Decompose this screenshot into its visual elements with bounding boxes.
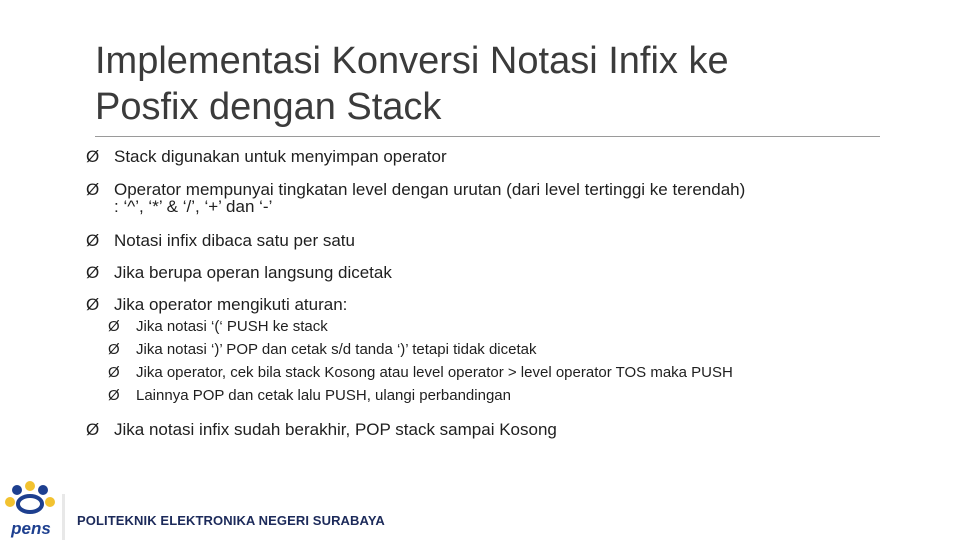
bullet-text: Stack digunakan untuk menyimpan operator xyxy=(114,147,447,166)
bullet-text: Jika operator mengikuti aturan: xyxy=(114,295,348,314)
arrow-bullet-icon: Ø xyxy=(108,318,120,335)
arrow-bullet-icon: Ø xyxy=(108,341,120,358)
title-divider xyxy=(95,136,880,137)
arrow-bullet-icon: Ø xyxy=(86,295,100,314)
bullet-text: Operator mempunyai tingkatan level dengan urutan (dari level tertinggi ke terendah) xyxy=(114,180,746,199)
sub-bullet-text: Jika notasi ‘(‘ PUSH ke stack xyxy=(136,318,328,335)
slide-title xyxy=(95,38,915,130)
footer-institution: POLITEKNIK ELEKTRONIKA NEGERI SURABAYA xyxy=(77,513,385,528)
arrow-bullet-icon: Ø xyxy=(108,364,120,381)
bullet-item xyxy=(86,264,906,282)
arrow-bullet-icon: Ø xyxy=(86,147,100,166)
sub-bullet-item xyxy=(108,387,908,405)
arrow-bullet-icon: Ø xyxy=(86,420,100,439)
bullet-item xyxy=(86,296,906,314)
pens-logo-icon xyxy=(0,478,62,540)
slide-title-line-2: Posfix dengan Stack xyxy=(95,86,442,128)
arrow-bullet-icon: Ø xyxy=(86,180,100,199)
footer-rail xyxy=(62,494,65,540)
arrow-bullet-icon: Ø xyxy=(108,387,120,404)
sub-bullet-item xyxy=(108,318,908,336)
bullet-text: Notasi infix dibaca satu per satu xyxy=(114,231,355,250)
arrow-bullet-icon: Ø xyxy=(86,231,100,250)
sub-bullet-item xyxy=(108,364,908,382)
pens-logo-text: pens xyxy=(11,519,51,538)
sub-bullet-text: Jika notasi ‘)’ POP dan cetak s/d tanda ‘)’ tetapi tidak dicetak xyxy=(136,341,537,358)
arrow-bullet-icon: Ø xyxy=(86,263,100,282)
sub-bullet-text: Lainnya POP dan cetak lalu PUSH, ulangi perbandingan xyxy=(136,387,511,404)
sub-bullet-item xyxy=(108,341,908,359)
sub-bullet-text: Jika operator, cek bila stack Kosong atau level operator > level operator TOS maka PUSH xyxy=(136,364,733,381)
pens-logo-graphic xyxy=(0,478,62,540)
bullet-text: Jika berupa operan langsung dicetak xyxy=(114,263,392,282)
bullet-item-final xyxy=(86,421,906,439)
bullet-item xyxy=(86,232,906,250)
bullet-continuation: : ‘^’, ‘*’ & ‘/’, ‘+’ dan ‘-’ xyxy=(114,197,273,216)
bullet-item xyxy=(86,148,906,166)
bullet-text: Jika notasi infix sudah berakhir, POP stack sampai Kosong xyxy=(114,420,557,439)
slide-title-line-1: Implementasi Konversi Notasi Infix ke xyxy=(95,40,729,82)
